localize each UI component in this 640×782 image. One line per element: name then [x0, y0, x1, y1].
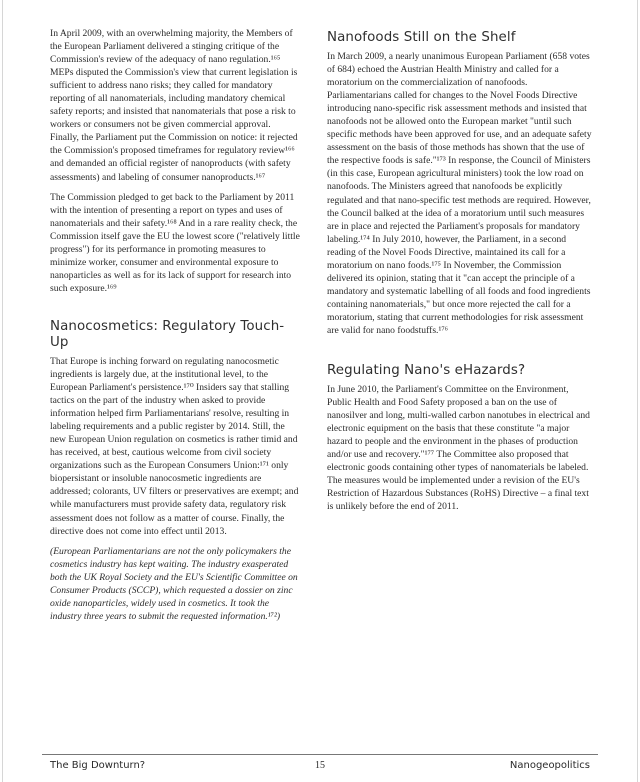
heading-nanocosmetics: Nanocosmetics: Regulatory Touch-Up [50, 318, 285, 350]
footer-rule [42, 754, 598, 755]
page-number: 15 [315, 760, 325, 771]
heading-nanofoods: Nanofoods Still on the Shelf [327, 30, 516, 45]
paragraph-nanocosmetics: That Europe is inching forward on regulating nanocosmetic ingredients is largely due, at the institutional level, to the European Parliament's persistence.¹⁷⁰ Insiders say that stalling tactics on the part of the industry when asked to provide information helped firm Parliamentarians' resolve, resulting in labeling requirements and a public register by 2014. Still, the new European Union regulation on cosmetics is rather timid and has received, at best, cautious welcome from civil society organizations such as the European Consumers Union:¹⁷¹ only biopersistant or insoluble nanocosmetic ingredients are addressed; colorants, UV filters or preservatives are exempt; and while manufacturers must provide safety data, regulatory risk assessment does not follow as a matter of course. Finally, the directive does not come into effect until 2013. [50, 355, 299, 537]
left-column [50, 27, 300, 630]
footer-publication: Nanogeopolitics [509, 760, 590, 771]
paragraph-ehazards: In June 2010, the Parliament's Committee on the Environment, Public Health and Food Safety proposed a ban on the use of nanosilver and long, multi-walled carbon nanotubes in electrical and electronic equipment on the basis that these constitute "a major hazard to people and the environment in the phases of production and/or use and recovery."¹⁷⁷ The Committee also proposed that electronic goods containing other types of nanomaterials be labeled. The measures would be implemented under a revision of the EU's Restriction of Hazardous Substances (RoHS) Directive – a final text is unlikely before the end of 2011. [327, 384, 590, 513]
page-edge-left [2, 0, 3, 782]
paragraph-commission-pledge: The Commission pledged to get back to the Parliament by 2011 with the intention of presenting a report on types and uses of nanomaterials and their safety.¹⁶⁸ And in a rare reality check, the Commission itself gave the EU the lowest score ("relatively little progress") for its performance in promoting measures to minimize worker, consumer and environmental exposure to nanoparticles as well as for its lack of support for research into such exposure.¹⁶⁹ [50, 191, 300, 294]
footer-title: The Big Downturn? [50, 760, 146, 771]
page-edge-right [637, 0, 638, 782]
paragraph-nanofoods: In March 2009, a nearly unanimous European Parliament (658 votes of 684) echoed the Austrian Health Ministry and called for a moratorium on the commercialization of nanofoods. Parliamentarians called for changes to the Novel Foods Directive introducing nano-specific risk assessment methods and insisted that nanofoods not be allowed onto the European market "until such specific methods have been approved for use, and an adequate safety assessment on the basis of those methods has shown that the use of the respective foods is safe."¹⁷³ In response, the Council of Ministers (in this case, European agricultural ministers) took the low road on nanofoods. The Ministers agreed that nanofoods be explicitly regulated and that nano-specific test methods are required. However, the Council balked at the idea of a moratorium until such measures are in place and rejected the Parliament's proposals for mandatory labeling.¹⁷⁴ In July 2010, however, the Parliament, in a second reading of the Novel Foods Directive, maintained its call for a moratorium on nano foods.¹⁷⁵ In November, the Commission delivered its opinion, stating that it "can accept the principle of a mandatory and systematic labelling of all foods and food ingredients containing nanomaterials," but once more rejected the call for a moratorium, stating that current methodologies for risk assessment are valid for nano foodstuffs.¹⁷⁶ [327, 51, 592, 336]
paragraph-april-2009: In April 2009, with an overwhelming majority, the Members of the European Parliament delivered a stinging critique of the Commission's review of the adequacy of nano regulation.¹⁶⁵ MEPs disputed the Commission's view that current legislation is sufficient to address nano risks; they called for mandatory reporting of all nanomaterials, including mandatory chemical safety reports; and insisted that nanomaterials that pose a risk to workers or consumers not be given commercial approval. Finally, the Parliament put the Commission on notice: it rejected the Commission's proposed timeframes for regulatory review¹⁶⁶ and demanded an official register of nanoproducts (with safety assessments) and labeling of consumer nanoproducts.¹⁶⁷ [50, 28, 298, 183]
paragraph-italic-aside: (European Parliamentarians are not the only policymakers the cosmetics industry has kept waiting. The industry exasperated both the UK Royal Society and the EU's Scientific Committee on Consumer Products (SCCP), which requested a dossier on zinc oxide nanoparticles, widely used in cosmetics. It took the industry three years to submit the requested information.¹⁷²) [50, 545, 298, 622]
right-column [327, 30, 592, 521]
heading-ehazards: Regulating Nano's eHazards? [327, 363, 526, 379]
